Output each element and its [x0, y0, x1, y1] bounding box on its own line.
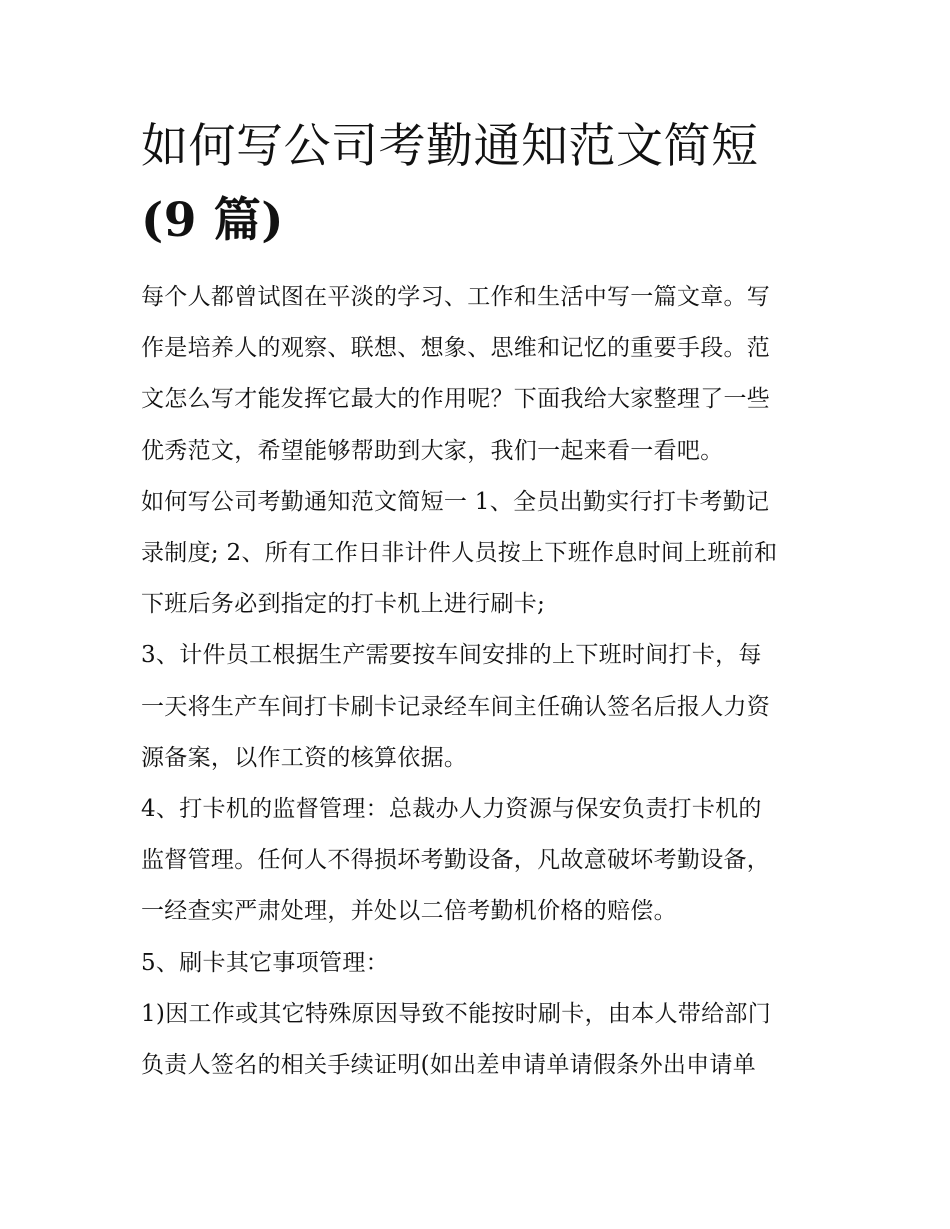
- text-line: 5、刷卡其它事项管理：: [141, 949, 389, 976]
- text-line: 3、计件员工根据生产需要按车间安排的上下班时间打卡，每: [141, 642, 762, 669]
- paragraph-item-4: [141, 784, 813, 938]
- text-line: 作是培养人的观察、联想、想象、思维和记忆的重要手段。范: [141, 335, 771, 362]
- text-line: 下班后务必到指定的打卡机上进行刷卡;: [141, 591, 546, 618]
- text-line: 如何写公司考勤通知范文简短一 1、全员出勤实行打卡考勤记: [141, 488, 770, 515]
- text-line: 负责人签名的相关手续证明(如出差申请单请假条外出申请单: [141, 1052, 757, 1079]
- text-line: 1)因工作或其它特殊原因导致不能按时刷卡，由本人带给部门: [141, 1000, 772, 1027]
- title-line: (9 篇): [141, 193, 285, 248]
- document-title: [141, 110, 813, 258]
- document-content: [141, 110, 813, 1091]
- text-line: 优秀范文，希望能够帮助到大家，我们一起来看一看吧。: [141, 437, 724, 464]
- paragraph-item-1-2: [141, 477, 813, 631]
- paragraph-item-3: [141, 630, 813, 784]
- text-line: 一经查实严肃处理，并处以二倍考勤机价格的赔偿。: [141, 898, 677, 925]
- text-line: 监督管理。任何人不得损坏考勤设备，凡故意破坏考勤设备，: [141, 847, 771, 874]
- text-line: 文怎么写才能发挥它最大的作用呢？下面我给大家整理了一些: [141, 386, 771, 413]
- paragraph-subitem-1: [141, 989, 813, 1091]
- title-line: 如何写公司考勤通知范文简短: [141, 119, 759, 174]
- text-line: 4、打卡机的监督管理：总裁办人力资源与保安负责打卡机的: [141, 796, 762, 823]
- document-body: [141, 272, 813, 1091]
- intro-paragraph: [141, 272, 813, 477]
- text-line: 源备案，以作工资的核算依据。: [141, 744, 468, 771]
- text-line: 一天将生产车间打卡刷卡记录经车间主任确认签名后报人力资: [141, 693, 771, 720]
- text-line: 录制度; 2、所有工作日非计件人员按上下班作息时间上班前和: [141, 540, 778, 567]
- paragraph-item-5: [141, 938, 813, 989]
- text-line: 每个人都曾试图在平淡的学习、工作和生活中写一篇文章。写: [141, 284, 771, 310]
